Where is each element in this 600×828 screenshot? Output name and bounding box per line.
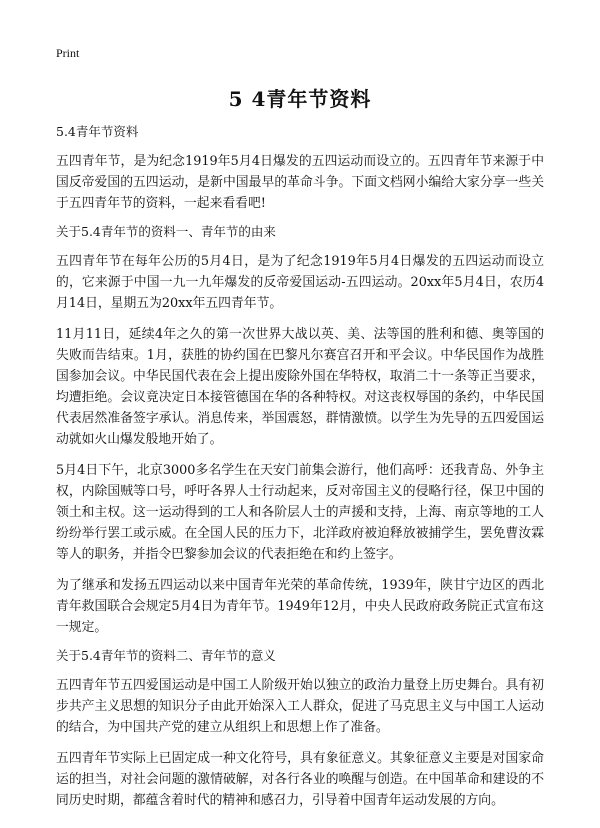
section-heading-origin: 关于5.4青年节的资料一、青年节的由来 <box>56 224 276 239</box>
paragraph-establishment: 为了继承和发扬五四运动以来中国青年光荣的革命传统，1939年，陕甘宁边区的西北青年救国联合会规定5月4日为青年节。1949年12月，中央人民政府政务院正式宣布这一规定。 <box>56 578 544 635</box>
paragraph-may-fourth: 5月4日下午，北京3000多名学生在天安门前集会游行，他们高呼：还我青岛、外争主权，内除国贼等口号，呼吁各界人士行动起来，反对帝国主义的侵略行径，保卫中国的领土和主权。这一运动得到的工人和各阶层人士的声援和支持，上海、南京等地的工人纷纷举行罢工或示威。在全国人民的压力下，北洋政府被迫释放被捕学生，罢免曹汝霖等人的职务，并指令巴黎参加会议的代表拒绝在和约上签字。 <box>56 463 544 562</box>
paragraph-intro: 五四青年节，是为纪念1919年5月4日爆发的五四运动而设立的。五四青年节来源于中国反帝爱国的五四运动，是新中国最早的革命斗争。下面文档网小编给大家分享一些关于五四青年节的资料，一起来看看吧! <box>56 154 544 211</box>
paragraph-meaning-2: 五四青年节实际上已固定成一种文化符号，具有象征意义。其象征意义主要是对国家命运的担当，对社会问题的激情破解，对各行各业的唤醒与创造。在中国革命和建设的不同历史时期，都蕴含着时代的精神和感召力，引导着中国青年运动发展的方向。 <box>56 751 544 808</box>
document-subtitle: 5.4青年节资料 <box>56 124 139 139</box>
paragraph-meaning-1: 五四青年节五四爱国运动是中国工人阶级开始以独立的政治力量登上历史舞台。具有初步共产主义思想的知识分子由此开始深入工人群众，促进了马克思主义与中国工人运动的结合，为中国共产党的建立从组织上和思想上作了准备。 <box>56 678 544 735</box>
paragraph-origin: 五四青年节在每年公历的5月4日，是为了纪念1919年5月4日爆发的五四运动而设立的，它来源于中国一九一九年爆发的反帝爱国运动-五四运动。20xx年5月4日，农历4月14日，星期五为20xx年五四青年节。 <box>56 254 544 311</box>
paragraph-ww1: 11月11日，延续4年之久的第一次世界大战以英、美、法等国的胜利和德、奥等国的失败而告结束。1月，获胜的协约国在巴黎凡尔赛宫召开和平会议。中华民国作为战胜国参加会议。中华民国代表在会上提出废除外国在华特权，取消二十一条等正当要求，均遭拒绝。会议竟决定日本接管德国在华的各种特权。对这丧权辱国的条约，中华民国代表居然准备签字承认。消息传来，举国震怒，群情激愤。以学生为先导的五四爱国运动就如火山爆发般地开始了。 <box>56 327 544 447</box>
section-heading-meaning: 关于5.4青年节的资料二、青年节的意义 <box>56 648 276 663</box>
document-title: 5 4青年节资料 <box>228 87 372 111</box>
print-label: Print <box>56 46 80 60</box>
